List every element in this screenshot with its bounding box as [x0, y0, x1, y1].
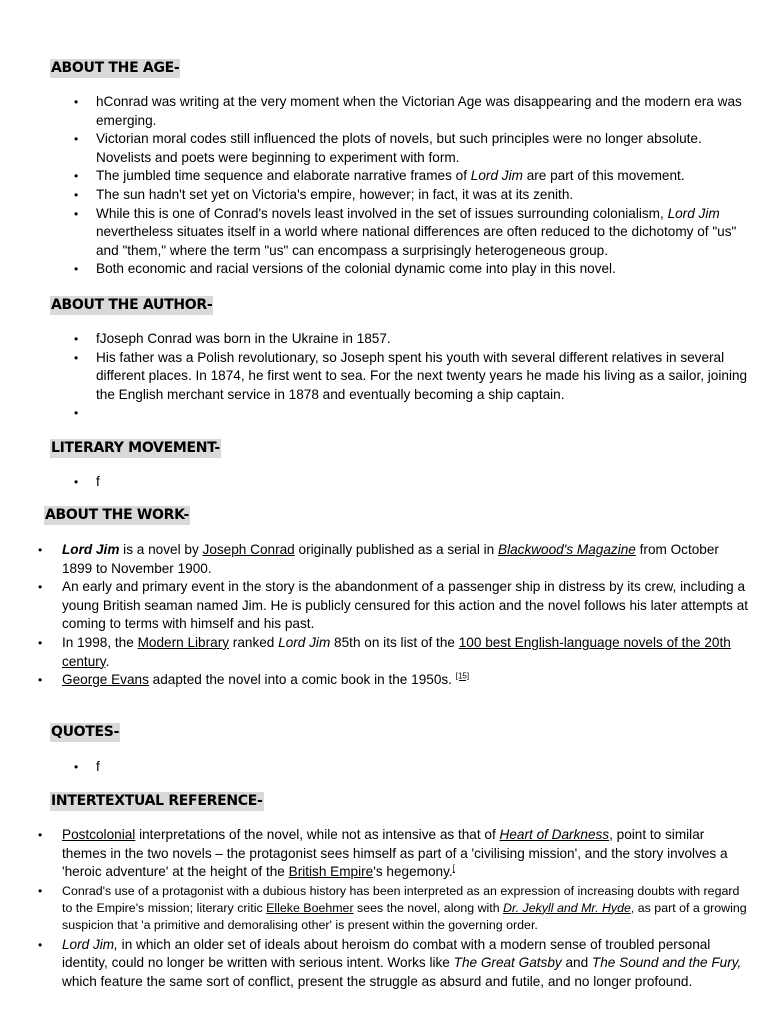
list-item: • Victorian moral codes still influenced the plots of novels, but such principles were no longer absolute. Novelists and poets were beginning to experiment with form. — [96, 130, 756, 167]
title-lord-jim: Lord Jim — [667, 205, 720, 221]
list-item: • fJoseph Conrad was born in the Ukraine in 1857. — [96, 330, 756, 349]
text: 85th on its list of the — [330, 634, 459, 650]
list-item — [62, 826, 750, 882]
reference-link[interactable]: [ — [452, 863, 455, 873]
movement-list — [96, 473, 756, 492]
list-item — [62, 634, 752, 671]
link-heart-of-darkness[interactable]: Heart of Darkness — [499, 827, 610, 842]
list-item — [62, 541, 752, 578]
list-item: • hConrad was writing at the very moment when the Victorian Age was disappearing and the modern era was emerging. — [96, 93, 756, 130]
heading-literary-movement: LITERARY MOVEMENT- — [51, 440, 220, 456]
text: nevertheless situates itself in a world where national differences are often reduced to the dichotomy of "us" and "them," where the term "us" can encompass a surprisingly heterogeneous group. — [96, 224, 737, 258]
author-list — [96, 330, 756, 423]
list-item: • f — [96, 473, 756, 492]
text: from October 1899 to November 1900. — [62, 542, 719, 576]
work-list — [62, 541, 752, 690]
link-british-empire[interactable]: British Empire — [288, 864, 374, 880]
title-lord-jim: Lord Jim — [278, 634, 331, 650]
text: While this is one of Conrad's novels least involved in the set of issues surrounding colonialism, — [96, 205, 668, 221]
title-the-great-gatsby: The Great Gatsby — [453, 955, 562, 971]
text: . — [105, 653, 110, 669]
link-modern-library[interactable]: Modern Library — [137, 634, 230, 650]
list-item — [96, 167, 756, 186]
text: adapted the novel into a comic book in the 1950s. — [148, 672, 456, 688]
link-elleke-boehmer[interactable]: Elleke Boehmer — [266, 900, 354, 915]
link-dr-jekyll-and-mr-hyde[interactable]: Dr. Jekyll and Mr. Hyde — [503, 900, 631, 915]
heading-intertextual-reference: INTERTEXTUAL REFERENCE- — [51, 793, 263, 809]
link-george-evans[interactable]: George Evans — [62, 672, 149, 688]
list-item — [62, 883, 750, 934]
link-blackwoods-magazine[interactable]: Blackwood's Magazine — [498, 542, 636, 557]
heading-about-the-author: ABOUT THE AUTHOR- — [51, 297, 213, 313]
text: Conrad's use of a protagonist with a dubious history has been interpreted as an expression of increasing doubts with regard to the Empire's mission; literary critic — [62, 883, 740, 915]
link-postcolonial[interactable]: Postcolonial — [62, 827, 136, 842]
heading-about-the-work: ABOUT THE WORK- — [45, 507, 189, 523]
age-list — [96, 93, 756, 279]
text: 's hegemony. — [373, 864, 453, 880]
list-item — [62, 936, 750, 992]
list-item: • His father was a Polish revolutionary, so Joseph spent his youth with several different relatives in several different places. In 1874, he first went to sea. For the next twenty years he made his living as a sailor, joining the English merchant service in 1878 and eventually becoming a ship captain. — [96, 349, 756, 405]
title-the-sound-and-the-fury: The Sound and the Fury, — [591, 955, 742, 971]
text: The jumbled time sequence and elaborate narrative frames of — [96, 168, 471, 184]
text: is a novel by — [119, 542, 203, 557]
text: originally published as a serial in — [294, 542, 498, 557]
list-item — [96, 205, 756, 261]
link-100-best-novels[interactable]: 100 best English-language novels of the 20th century — [62, 634, 731, 669]
title-lord-jim: Lord Jim — [470, 168, 523, 184]
text: , as part of a growing suspicion that 'a primitive and demoralising other' is present within the governing order. — [62, 900, 747, 932]
text: which feature the same sort of conflict, present the struggle as absurd and futile, and no longer profound. — [62, 973, 693, 989]
heading-about-the-age: ABOUT THE AGE- — [51, 60, 180, 76]
link-joseph-conrad[interactable]: Joseph Conrad — [202, 542, 295, 557]
text: , point to similar themes in the two novels – the protagonist sees himself as part of a 'civilising mission', and the story involves a 'heroic adventure' at the height of the — [62, 827, 728, 880]
reference-link-15[interactable]: [15] — [455, 671, 470, 681]
list-item — [62, 671, 752, 690]
list-item: • The sun hadn't set yet on Victoria's empire, however; in fact, it was at its zenith. — [96, 186, 756, 205]
list-item: • An early and primary event in the story is the abandonment of a passenger ship in distress by its crew, including a young British seaman named Jim. He is publicly censured for this action and the novel follows his later attempts at coming to terms with himself and his past. — [62, 578, 752, 634]
list-item: • Both economic and racial versions of the colonial dynamic come into play in this novel. — [96, 260, 756, 279]
heading-quotes: QUOTES- — [51, 724, 120, 740]
list-item — [96, 404, 756, 423]
text: ranked — [229, 634, 279, 650]
quotes-list — [96, 758, 756, 777]
text: and — [561, 955, 592, 971]
text: in which an older set of ideals about heroism do combat with a modern sense of troubled personal identity, could no longer be written with serious intent. Works like — [62, 936, 711, 971]
text: interpretations of the novel, while not as intensive as that of — [135, 827, 500, 842]
text: are part of this movement. — [522, 168, 685, 184]
title-lord-jim: Lord Jim, — [62, 936, 118, 952]
text: sees the novel, along with — [353, 900, 504, 915]
title-lord-jim: Lord Jim — [62, 542, 120, 557]
text: In 1998, the — [62, 634, 138, 650]
intertextual-list — [62, 826, 750, 992]
list-item: • f — [96, 758, 756, 777]
